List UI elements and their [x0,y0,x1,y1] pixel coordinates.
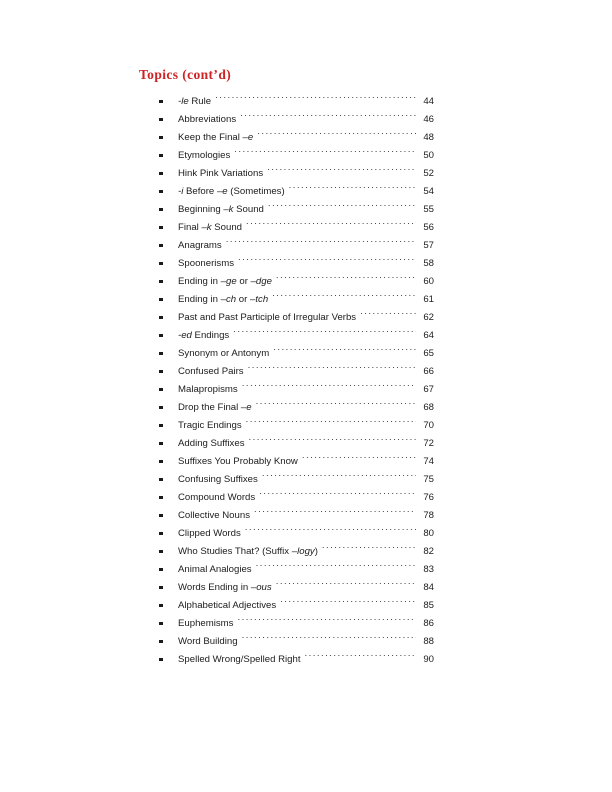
toc-entry[interactable] [159,182,434,200]
toc-entry[interactable] [159,452,434,470]
toc-entry-body [178,380,434,398]
toc-entry-body [178,344,434,362]
toc-page-number[interactable]: 90 [423,654,434,665]
toc-page-number[interactable]: 84 [423,582,434,593]
square-bullet-icon [159,424,163,428]
toc-entry[interactable] [159,524,434,542]
square-bullet-icon [159,406,163,410]
dot-leader [234,146,415,158]
square-bullet-icon [159,118,163,122]
dot-leader [256,560,416,572]
toc-entry[interactable] [159,398,434,416]
toc-entry[interactable] [159,290,434,308]
square-bullet-icon [159,280,163,284]
toc-entry-title[interactable]: Clipped Words [178,528,241,539]
toc-page-number[interactable]: 68 [423,402,434,413]
square-bullet-icon [159,190,163,194]
dot-leader [267,164,415,176]
square-bullet-icon [159,478,163,482]
toc-entry[interactable] [159,128,434,146]
dot-leader [245,524,416,536]
square-bullet-icon [159,334,163,338]
toc-page-number[interactable]: 74 [423,456,434,467]
toc-page-number[interactable]: 65 [423,348,434,359]
toc-entry[interactable] [159,470,434,488]
toc-entry[interactable] [159,254,434,272]
toc-entry-body [178,236,434,254]
toc-entry-body [178,416,434,434]
toc-entry-body [178,146,434,164]
toc-page-number[interactable]: 62 [423,312,434,323]
square-bullet-icon [159,316,163,320]
toc-page-number[interactable]: 67 [423,384,434,395]
toc-entry[interactable] [159,650,434,668]
toc-page-number[interactable]: 57 [423,240,434,251]
square-bullet-icon [159,604,163,608]
dot-leader [240,110,415,122]
toc-entry-body [178,272,434,290]
toc-entry[interactable] [159,92,434,110]
dot-leader [242,380,416,392]
toc-entry-body [178,452,434,470]
square-bullet-icon [159,622,163,626]
toc-entry[interactable] [159,308,434,326]
toc-entry-body [178,488,434,506]
square-bullet-icon [159,514,163,518]
toc-page-number[interactable]: 58 [423,258,434,269]
dot-leader [322,542,416,554]
toc-entry[interactable] [159,164,434,182]
toc-page-number[interactable]: 46 [423,114,434,125]
toc-entry-body [178,434,434,452]
square-bullet-icon [159,352,163,356]
dot-leader [276,578,416,590]
toc-entry-title[interactable]: Euphemisms [178,618,234,629]
toc-page-number[interactable]: 83 [423,564,434,575]
toc-page-number[interactable]: 82 [423,546,434,557]
toc-entry-body [178,182,434,200]
toc-page-number[interactable]: 55 [423,204,434,215]
toc-entry-title[interactable]: Ending in –ge or –dge [178,276,272,287]
toc-page-number[interactable]: 72 [423,438,434,449]
toc-entry[interactable] [159,110,434,128]
toc-page-number[interactable]: 60 [423,276,434,287]
dot-leader [257,128,415,140]
toc-entry-title[interactable]: Animal Analogies [178,564,252,575]
toc-entry[interactable] [159,218,434,236]
square-bullet-icon [159,532,163,536]
square-bullet-icon [159,172,163,176]
toc-entry-body [178,308,434,326]
toc-entry-title[interactable]: Tragic Endings [178,420,242,431]
toc-entry-title[interactable]: Synonym or Antonym [178,348,270,359]
toc-entry-body [178,326,434,344]
toc-entry-title[interactable]: Anagrams [178,240,222,251]
square-bullet-icon [159,388,163,392]
toc-entry-body [178,218,434,236]
square-bullet-icon [159,568,163,572]
toc-entry-body [178,506,434,524]
toc-entry-title[interactable]: Final –k Sound [178,222,243,233]
toc-page-number[interactable]: 88 [423,636,434,647]
dot-leader [248,362,416,374]
toc-entry-title[interactable]: -le Rule [178,96,212,107]
toc-entry[interactable] [159,578,434,596]
toc-entry-title[interactable]: Ending in –ch or –tch [178,294,269,305]
toc-entry[interactable] [159,326,434,344]
square-bullet-icon [159,226,163,230]
toc-entry-body [178,578,434,596]
toc-entry-body [178,650,434,668]
toc-entry-title[interactable]: Who Studies That? (Suffix –logy) [178,546,318,557]
toc-entry[interactable] [159,146,434,164]
toc-entry-title[interactable]: Drop the Final –e [178,402,252,413]
toc-page-number[interactable]: 54 [423,186,434,197]
square-bullet-icon [159,136,163,140]
square-bullet-icon [159,640,163,644]
toc-entry-body [178,290,434,308]
toc-page-number[interactable]: 76 [423,492,434,503]
toc-entry-title[interactable]: Keep the Final –e [178,132,254,143]
toc-entry-title[interactable]: Adding Suffixes [178,438,245,449]
dot-leader [360,308,415,320]
dot-leader [215,92,415,104]
toc-entry-title[interactable]: Alphabetical Adjectives [178,600,277,611]
dot-leader [262,470,416,482]
dot-leader [256,398,416,410]
toc-entry-title[interactable]: Spelled Wrong/Spelled Right [178,654,301,665]
toc-entry-body [178,254,434,272]
toc-entry-body [178,110,434,128]
dot-leader [233,326,415,338]
table-of-contents-list [159,92,434,668]
page-title: Topics (cont’d) [139,67,232,82]
toc-entry-body [178,614,434,632]
toc-page-number[interactable]: 85 [423,600,434,611]
square-bullet-icon [159,658,163,662]
dot-leader [302,452,416,464]
toc-entry-title[interactable]: Confusing Suffixes [178,474,258,485]
toc-entry[interactable] [159,542,434,560]
toc-entry[interactable] [159,488,434,506]
toc-entry-body [178,524,434,542]
dot-leader [237,614,415,626]
toc-page-number[interactable]: 80 [423,528,434,539]
toc-entry-title[interactable]: Collective Nouns [178,510,250,521]
dot-leader [273,344,415,356]
toc-entry[interactable] [159,614,434,632]
toc-entry-title[interactable]: Words Ending in –ous [178,582,272,593]
toc-entry-title[interactable]: -i Before –e (Sometimes) [178,186,285,197]
toc-page-number[interactable]: 86 [423,618,434,629]
toc-entry-body [178,632,434,650]
toc-entry[interactable] [159,506,434,524]
dot-leader [280,596,415,608]
toc-entry[interactable] [159,632,434,650]
toc-entry[interactable] [159,344,434,362]
toc-entry-body [178,398,434,416]
square-bullet-icon [159,208,163,212]
toc-entry[interactable] [159,362,434,380]
toc-entry-body [178,542,434,560]
toc-entry-title[interactable]: Past and Past Participle of Irregular Verbs [178,312,357,323]
dot-leader [272,290,415,302]
square-bullet-icon [159,262,163,266]
toc-entry-body [178,560,434,578]
toc-entry-body [178,200,434,218]
dot-leader [246,218,415,230]
toc-entry-body [178,470,434,488]
toc-entry[interactable] [159,596,434,614]
square-bullet-icon [159,442,163,446]
toc-entry-body [178,128,434,146]
dot-leader [304,650,415,662]
dot-leader [289,182,416,194]
toc-entry-body [178,596,434,614]
toc-entry-title[interactable]: Spoonerisms [178,258,234,269]
square-bullet-icon [159,100,163,104]
toc-entry-title[interactable]: Abbreviations [178,114,237,125]
square-bullet-icon [159,550,163,554]
toc-page-number[interactable]: 56 [423,222,434,233]
toc-entry-title[interactable]: Confused Pairs [178,366,244,377]
square-bullet-icon [159,298,163,302]
square-bullet-icon [159,244,163,248]
toc-entry[interactable] [159,200,434,218]
dot-leader [268,200,416,212]
dot-leader [249,434,416,446]
toc-entry[interactable] [159,380,434,398]
toc-entry-title[interactable]: Hink Pink Variations [178,168,264,179]
toc-page-number[interactable]: 70 [423,420,434,431]
toc-entry[interactable] [159,272,434,290]
toc-entry[interactable] [159,434,434,452]
toc-entry[interactable] [159,560,434,578]
dot-leader [246,416,416,428]
toc-entry-title[interactable]: Suffixes You Probably Know [178,456,298,467]
toc-page-number[interactable]: 66 [423,366,434,377]
dot-leader [259,488,415,500]
toc-page-number[interactable]: 64 [423,330,434,341]
toc-entry-title[interactable]: Etymologies [178,150,231,161]
toc-entry-body [178,362,434,380]
dot-leader [226,236,416,248]
toc-entry[interactable] [159,416,434,434]
square-bullet-icon [159,586,163,590]
toc-page-number[interactable]: 52 [423,168,434,179]
toc-entry-title[interactable]: Word Building [178,636,238,647]
toc-page-number[interactable]: 61 [423,294,434,305]
dot-leader [238,254,416,266]
dot-leader [242,632,416,644]
square-bullet-icon [159,496,163,500]
toc-entry[interactable] [159,236,434,254]
toc-entry-title[interactable]: Beginning –k Sound [178,204,264,215]
toc-page-number[interactable]: 75 [423,474,434,485]
toc-page-number[interactable]: 48 [423,132,434,143]
toc-page-number[interactable]: 78 [423,510,434,521]
toc-entry-title[interactable]: -ed Endings [178,330,230,341]
toc-entry-body [178,164,434,182]
toc-page-number[interactable]: 44 [423,96,434,107]
toc-entry-title[interactable]: Malapropisms [178,384,238,395]
square-bullet-icon [159,370,163,374]
dot-leader [254,506,416,518]
toc-entry-title[interactable]: Compound Words [178,492,256,503]
square-bullet-icon [159,154,163,158]
toc-entry-body [178,92,434,110]
square-bullet-icon [159,460,163,464]
dot-leader [276,272,416,284]
toc-page-number[interactable]: 50 [423,150,434,161]
